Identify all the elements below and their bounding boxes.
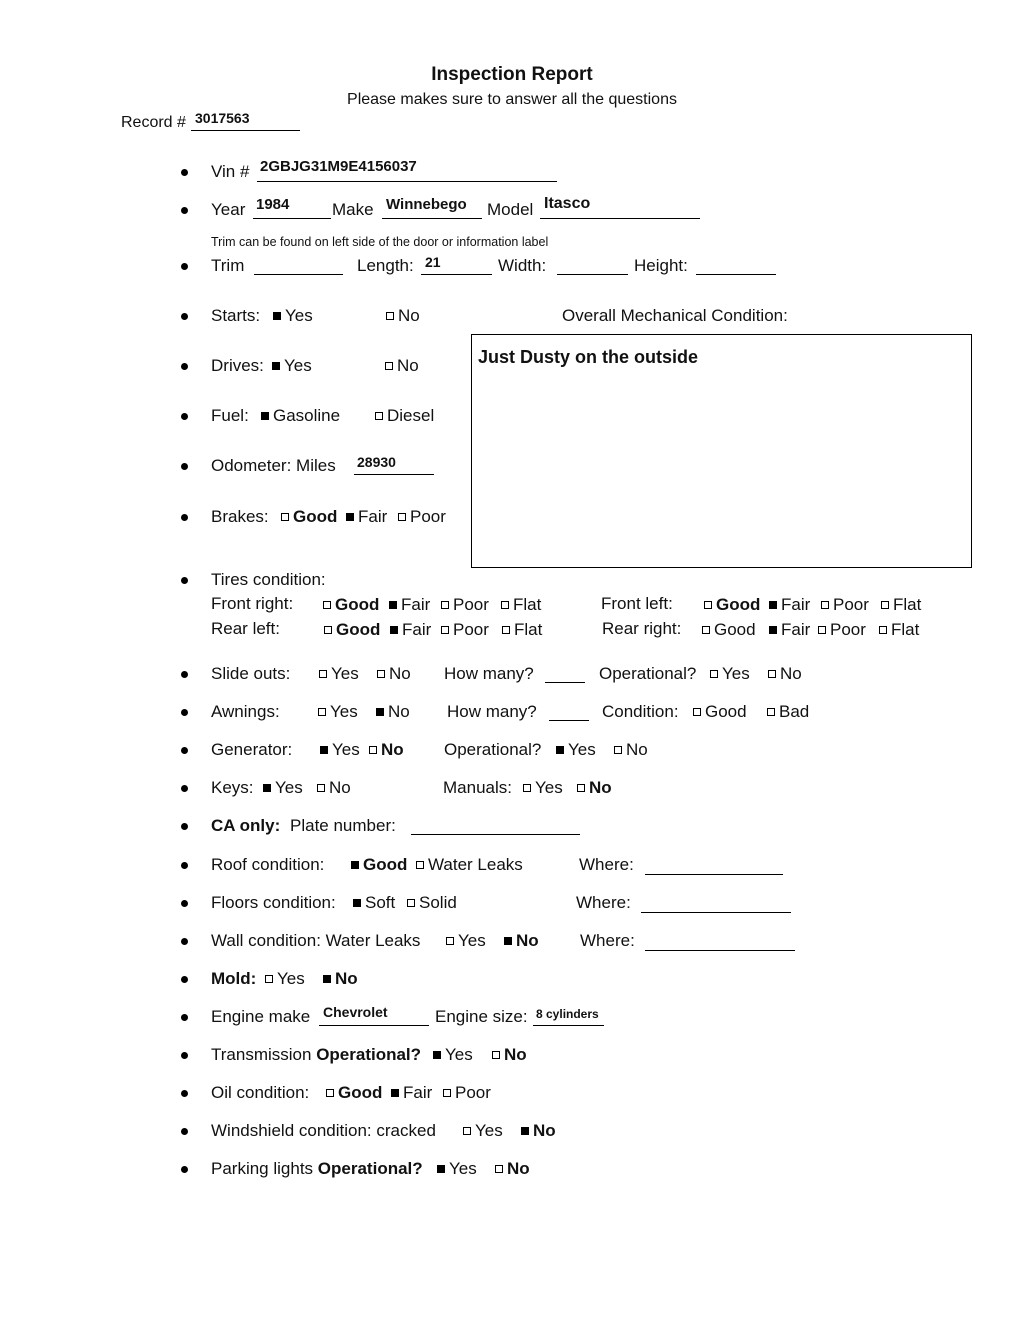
awnings-label: Awnings: [211, 702, 280, 721]
brakes-good[interactable]: Good [281, 507, 337, 527]
plate-label: Plate number: [290, 816, 396, 835]
roof-leaks[interactable]: Water Leaks [416, 855, 523, 875]
roof-where-label: Where: [579, 855, 634, 874]
front-right-fair[interactable]: Fair [389, 595, 430, 615]
generator-no[interactable]: No [369, 740, 404, 760]
drives-yes[interactable]: Yes [272, 356, 312, 376]
engine-size-label: Engine size: [435, 1007, 528, 1026]
overall-condition-text: Just Dusty on the outside [478, 347, 699, 367]
generator-operational: Operational? [444, 740, 542, 759]
awnings-yes[interactable]: Yes [318, 702, 358, 722]
starts-no[interactable]: No [386, 306, 420, 326]
ca-only-label: CA only: [211, 816, 281, 835]
year-label: Year [211, 200, 246, 219]
mold-label: Mold: [211, 969, 257, 988]
make-field[interactable]: Winnebego [386, 196, 467, 213]
model-field[interactable]: Itasco [544, 195, 591, 212]
roof-where-field[interactable] [645, 874, 783, 875]
front-left-label: Front left: [601, 594, 673, 613]
engine-size-field[interactable]: 8 cylinders [536, 1007, 599, 1021]
slide-outs-label: Slide outs: [211, 664, 291, 683]
front-right-flat[interactable]: Flat [501, 595, 541, 615]
trim-label: Trim [211, 256, 245, 275]
wall-yes[interactable]: Yes [446, 931, 486, 951]
odometer-field[interactable]: 28930 [357, 454, 396, 470]
vin-field[interactable]: 2GBJG31M9E4156037 [260, 158, 417, 175]
oil-label: Oil condition: [211, 1083, 310, 1102]
rear-right-good[interactable]: Good [702, 620, 756, 640]
windshield-no[interactable]: No [521, 1121, 556, 1141]
drives-label: Drives: [211, 356, 264, 375]
awnings-no[interactable]: No [376, 702, 410, 722]
front-left-fair[interactable]: Fair [769, 595, 810, 615]
keys-no[interactable]: No [317, 778, 351, 798]
slide-outs-operational: Operational? [599, 664, 697, 683]
fuel-label: Fuel: [211, 406, 249, 425]
transmission-no[interactable]: No [492, 1045, 527, 1065]
height-label: Height: [634, 256, 688, 275]
floors-solid[interactable]: Solid [407, 893, 457, 913]
slide-outs-no[interactable]: No [377, 664, 411, 684]
front-left-good[interactable]: Good [704, 595, 760, 615]
awnings-bad[interactable]: Bad [767, 702, 809, 722]
vin-label: Vin # [211, 162, 250, 181]
brakes-label: Brakes: [211, 507, 269, 526]
front-left-poor[interactable]: Poor [821, 595, 869, 615]
rear-left-good[interactable]: Good [324, 620, 380, 640]
make-label: Make [332, 200, 374, 219]
width-label: Width: [498, 256, 547, 275]
front-left-flat[interactable]: Flat [881, 595, 921, 615]
windshield-yes[interactable]: Yes [463, 1121, 503, 1141]
rear-left-flat[interactable]: Flat [502, 620, 542, 640]
floors-where-field[interactable] [641, 912, 791, 913]
wall-label: Wall condition: Water Leaks [211, 931, 421, 950]
floors-soft[interactable]: Soft [353, 893, 395, 913]
mold-yes[interactable]: Yes [265, 969, 305, 989]
generator-yes[interactable]: Yes [320, 740, 360, 760]
engine-make-field[interactable]: Chevrolet [323, 1004, 388, 1020]
length-field[interactable]: 21 [425, 254, 441, 270]
generator-label: Generator: [211, 740, 293, 759]
generator-op-yes[interactable]: Yes [556, 740, 596, 760]
transmission-label: Transmission Operational? [211, 1045, 422, 1064]
wall-where-label: Where: [580, 931, 635, 950]
roof-label: Roof condition: [211, 855, 325, 874]
rear-left-label: Rear left: [211, 619, 280, 638]
brakes-fair[interactable]: Fair [346, 507, 387, 527]
awnings-how-many: How many? [447, 702, 537, 721]
fuel-gasoline[interactable]: Gasoline [261, 406, 340, 426]
trim-note: Trim can be found on left side of the door or information label [211, 235, 549, 249]
transmission-yes[interactable]: Yes [433, 1045, 473, 1065]
page-title: Inspection Report [431, 64, 593, 85]
slide-outs-op-no[interactable]: No [768, 664, 802, 684]
keys-yes[interactable]: Yes [263, 778, 303, 798]
slide-outs-yes[interactable]: Yes [319, 664, 359, 684]
length-label: Length: [357, 256, 414, 275]
roof-good[interactable]: Good [351, 855, 407, 875]
rear-right-label: Rear right: [602, 619, 682, 638]
awnings-good[interactable]: Good [693, 702, 747, 722]
overall-label: Overall Mechanical Condition: [562, 306, 788, 325]
drives-no[interactable]: No [385, 356, 419, 376]
rear-left-poor[interactable]: Poor [441, 620, 489, 640]
plate-field[interactable] [411, 834, 580, 835]
engine-make-label: Engine make [211, 1007, 311, 1026]
fuel-diesel[interactable]: Diesel [375, 406, 434, 426]
front-right-label: Front right: [211, 594, 294, 613]
generator-op-no[interactable]: No [614, 740, 648, 760]
floors-label: Floors condition: [211, 893, 336, 912]
rear-right-flat[interactable]: Flat [879, 620, 919, 640]
wall-no[interactable]: No [504, 931, 539, 951]
keys-label: Keys: [211, 778, 254, 797]
oil-good[interactable]: Good [326, 1083, 382, 1103]
windshield-label: Windshield condition: cracked [211, 1121, 436, 1140]
manuals-yes[interactable]: Yes [523, 778, 563, 798]
parking-yes[interactable]: Yes [437, 1159, 477, 1179]
starts-label: Starts: [211, 306, 261, 325]
rear-right-fair[interactable]: Fair [769, 620, 810, 640]
front-right-good[interactable]: Good [323, 595, 379, 615]
floors-where-label: Where: [576, 893, 631, 912]
front-right-poor[interactable]: Poor [441, 595, 489, 615]
mold-no[interactable]: No [323, 969, 358, 989]
tires-label: Tires condition: [211, 570, 326, 589]
manuals-no[interactable]: No [577, 778, 612, 798]
starts-yes[interactable]: Yes [273, 306, 313, 326]
parking-no[interactable]: No [495, 1159, 530, 1179]
slide-outs-how-many: How many? [444, 664, 534, 683]
awnings-condition: Condition: [602, 702, 679, 721]
record-value[interactable]: 3017563 [195, 110, 250, 126]
rear-left-fair[interactable]: Fair [390, 620, 431, 640]
odometer-label: Odometer: Miles [211, 456, 336, 475]
parking-label: Parking lights Operational? [211, 1159, 423, 1178]
model-label: Model [487, 200, 534, 219]
wall-where-field[interactable] [645, 950, 795, 951]
overall-condition-box[interactable] [471, 334, 972, 568]
slide-outs-op-yes[interactable]: Yes [710, 664, 750, 684]
manuals-label: Manuals: [443, 778, 512, 797]
record-label: Record # [121, 114, 186, 131]
brakes-poor[interactable]: Poor [398, 507, 446, 527]
year-field[interactable]: 1984 [256, 196, 290, 213]
page-subtitle: Please makes sure to answer all the questions [347, 91, 677, 108]
oil-poor[interactable]: Poor [443, 1083, 491, 1103]
rear-right-poor[interactable]: Poor [818, 620, 866, 640]
oil-fair[interactable]: Fair [391, 1083, 432, 1103]
